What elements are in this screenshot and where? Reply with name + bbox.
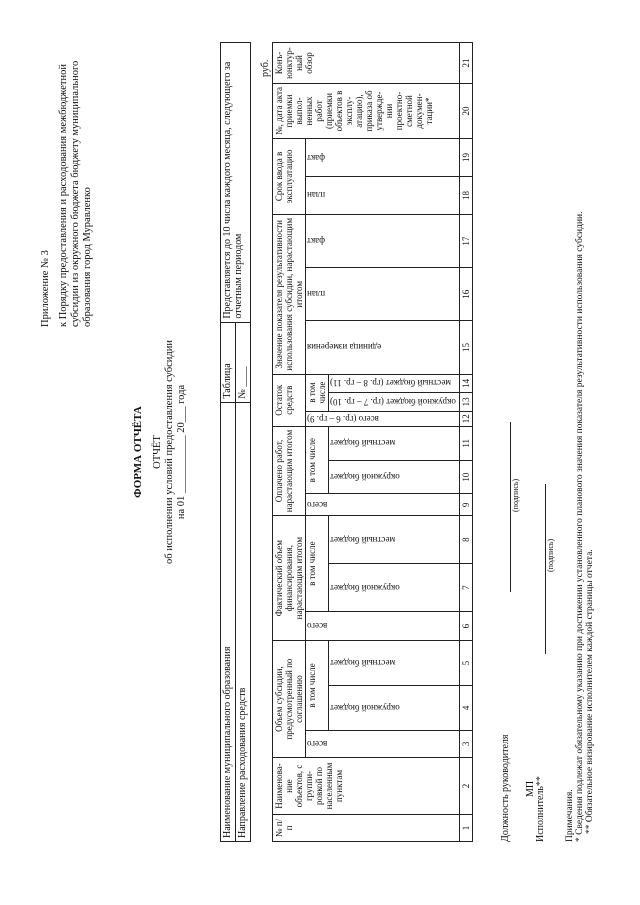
- col-num: 10: [459, 460, 472, 494]
- paid-okr: окружной бюджет: [329, 460, 460, 494]
- subsidy-incl: в том числе: [306, 641, 329, 731]
- subsidy-okr: окружной бюджет: [329, 685, 460, 730]
- signature-head: [500, 42, 520, 842]
- col-num: 12: [459, 411, 472, 426]
- header-balance: Остаток средств: [273, 374, 306, 426]
- col-num: 21: [459, 43, 472, 84]
- paid-mest: местный бюджет: [329, 426, 460, 460]
- report-table: [272, 42, 473, 842]
- table-label: Таблица: [221, 322, 236, 402]
- header-act: №, дата акта приемки выпол-ненных работ (приемки объектов в эксплу-атацию), приказа об утвержде-нии проектно-сметной докумен-тации*: [273, 84, 460, 139]
- header-name: Наименова-ние объектов, с группи-ровкой по населенным пунктам: [273, 758, 460, 815]
- signature-caption: (подпись): [511, 478, 520, 512]
- col-num: 5: [459, 641, 472, 686]
- col-num: 8: [459, 516, 472, 564]
- column-numbers-row: [459, 43, 472, 842]
- col-num: 9: [459, 494, 472, 516]
- deadline-note: Представляется до 10 числа каждого месяца, следующего за отчетным периодом: [221, 43, 251, 323]
- municipality-label: Наименование муниципального образования: [221, 402, 236, 841]
- table-number: № ____: [236, 322, 251, 402]
- notes-title: Примечания.: [565, 789, 575, 842]
- actual-total: всего: [306, 612, 460, 641]
- notes-block: [565, 42, 595, 842]
- balance-incl: в том числе: [306, 374, 329, 411]
- col-num: 13: [459, 393, 472, 412]
- report-heading: [152, 17, 188, 887]
- col-num: 2: [459, 758, 472, 815]
- appendix-title: Приложение № 3: [40, 250, 51, 327]
- note-2: ** Обязательное визирование исполнителем каждой страницы отчета.: [585, 549, 595, 834]
- executor-line: [535, 484, 546, 654]
- col-num: 19: [459, 139, 472, 177]
- actual-incl: в том числе: [306, 516, 329, 612]
- indicator-fact: факт: [306, 214, 460, 267]
- paid-incl: в том числе: [306, 426, 329, 494]
- col-num: 17: [459, 214, 472, 267]
- commission-plan: план: [306, 177, 460, 215]
- rotated-page: [20, 17, 620, 887]
- subsidy-mest: местный бюджет: [329, 641, 460, 686]
- header-indicator: Значение показателя результативности использования субсидии, нарастающим итогом: [273, 214, 306, 374]
- note-1: * Сведения подлежат обязательному указанию при достижении установленного планового значения показателя результативности использования субсидии.: [575, 211, 585, 842]
- col-num: 14: [459, 374, 472, 393]
- meta-table: [220, 42, 251, 842]
- commission-fact: факт: [306, 139, 460, 177]
- subsidy-total: всего: [306, 730, 460, 757]
- unit-label: руб.: [260, 59, 271, 77]
- col-num: 1: [459, 815, 472, 842]
- col-num: 15: [459, 321, 472, 374]
- report-subtitle: об исполнении условий предоставления субсидии: [164, 340, 175, 564]
- header-paid: Оплачено работ, нарастающим итогом: [273, 426, 306, 515]
- header-commission: Срок ввода в эксплуатацию: [273, 139, 306, 215]
- executor-label: Исполнитель**: [535, 776, 546, 842]
- report-date-line: на 01 ___________ 20___ года: [176, 384, 187, 520]
- col-num: 3: [459, 730, 472, 757]
- signature-line: [500, 422, 511, 592]
- col-num: 4: [459, 685, 472, 730]
- header-num: № п/п: [273, 815, 460, 842]
- signature-executor: [535, 42, 555, 842]
- paid-total: всего: [306, 494, 460, 516]
- balance-mest: местный бюджет (гр. 8 – гр. 11): [329, 374, 460, 393]
- indicator-unit: единица измерения: [306, 321, 460, 374]
- header-subsidy: Объем субсидии, предусмотренный по соглашению: [273, 641, 306, 758]
- actual-okr: окружной бюджет: [329, 564, 460, 612]
- report-word: ОТЧЁТ: [152, 435, 163, 469]
- form-title: ФОРМА ОТЧЁТА: [132, 406, 144, 498]
- indicator-plan: план: [306, 268, 460, 321]
- header-konk: Конъ-юнктур-ный обзор: [273, 43, 460, 84]
- head-position-label: Должность руководителя: [500, 734, 511, 842]
- direction-label: Направление расходования средств: [236, 402, 251, 841]
- col-num: 11: [459, 426, 472, 460]
- col-num: 16: [459, 268, 472, 321]
- appendix-block: [40, 27, 94, 327]
- col-num: 18: [459, 177, 472, 215]
- balance-okr: окружной бюджет (гр. 7 – гр. 10): [329, 393, 460, 412]
- col-num: 6: [459, 612, 472, 641]
- header-actual: Фактический объем финансирования, нарастающим итогом: [273, 516, 306, 641]
- balance-total: всего (гр. 6 – гр. 9): [306, 411, 460, 426]
- appendix-text: к Порядку предоставления и расходования межбюджетной субсидии из окружного бюджета бюджету муниципального образования город Муравленко: [58, 60, 93, 327]
- executor-caption: (подпись): [546, 538, 555, 572]
- col-num: 20: [459, 84, 472, 139]
- actual-mest: местный бюджет: [329, 516, 460, 564]
- stamp-label: МП: [525, 780, 536, 797]
- col-num: 7: [459, 564, 472, 612]
